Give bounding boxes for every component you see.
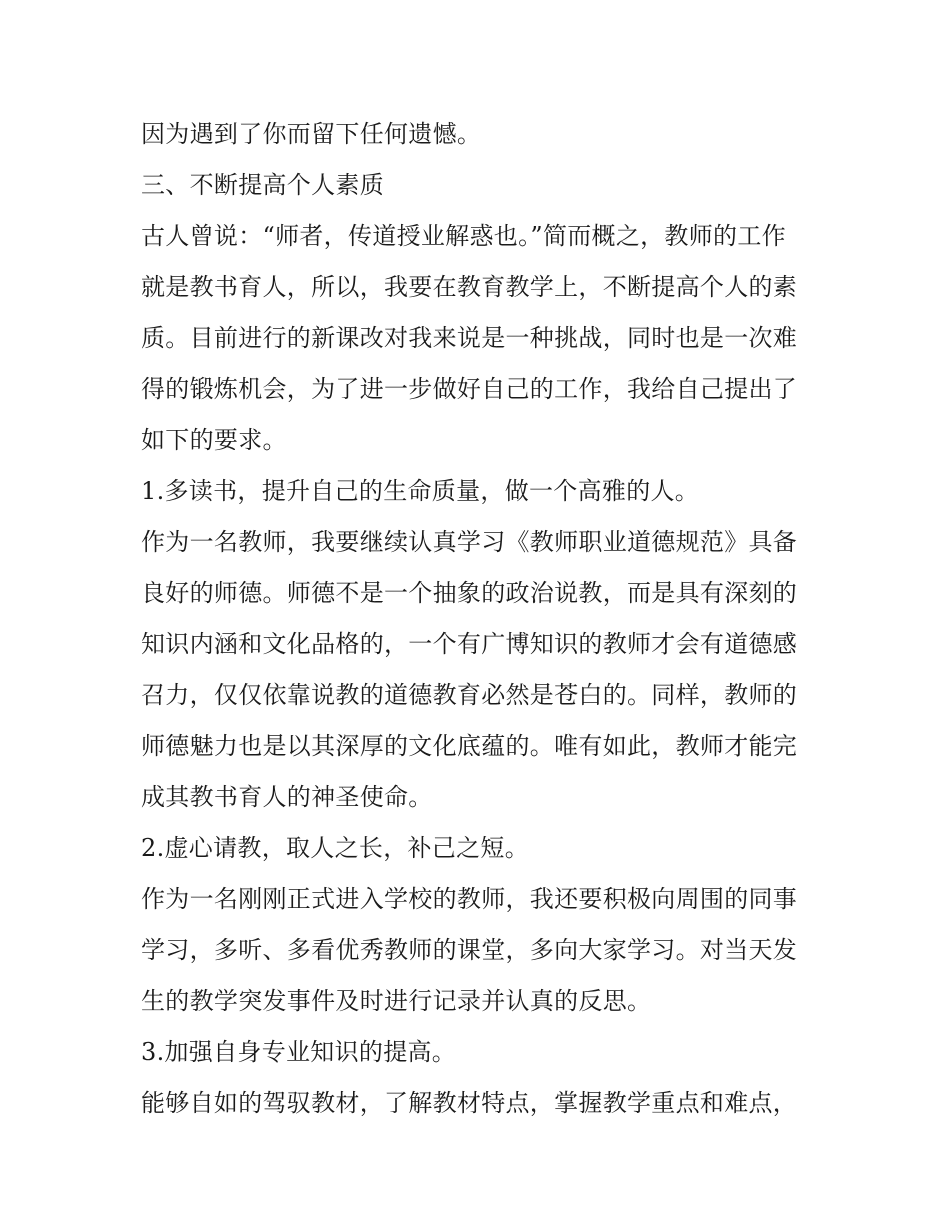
text-line: 就是教书育人，所以，我要在教育教学上，不断提高个人的素 bbox=[141, 273, 798, 301]
text-line: 生的教学突发事件及时进行记录并认真的反思。 bbox=[141, 987, 652, 1015]
section-heading: 三、不断提高个人素质 bbox=[141, 171, 384, 199]
text-line: 成其教书育人的神圣使命。 bbox=[141, 783, 433, 811]
text-line: 古人曾说：“师者，传道授业解惑也。”简而概之，教师的工作 bbox=[141, 222, 786, 250]
text-line: 如下的要求。 bbox=[141, 426, 287, 454]
list-item-heading: 3.加强自身专业知识的提高。 bbox=[141, 1038, 457, 1066]
text-line: 质。目前进行的新课改对我来说是一种挑战，同时也是一次难 bbox=[141, 324, 798, 352]
text-line: 作为一名刚刚正式进入学校的教师，我还要积极向周围的同事 bbox=[141, 885, 798, 913]
text-line: 知识内涵和文化品格的，一个有广博知识的教师才会有道德感 bbox=[141, 630, 798, 658]
text-line: 作为一名教师，我要继续认真学习《教师职业道德规范》具备 bbox=[141, 528, 798, 556]
list-item-heading: 1.多读书，提升自己的生命质量，做一个高雅的人。 bbox=[141, 477, 700, 505]
text-line: 师德魅力也是以其深厚的文化底蕴的。唯有如此，教师才能完 bbox=[141, 732, 798, 760]
text-line: 良好的师德。师德不是一个抽象的政治说教，而是具有深刻的 bbox=[141, 579, 798, 607]
text-line: 召力，仅仅依靠说教的道德教育必然是苍白的。同样，教师的 bbox=[141, 681, 798, 709]
list-item-heading: 2.虚心请教，取人之长，补己之短。 bbox=[141, 834, 529, 862]
document-body bbox=[141, 109, 813, 1129]
text-line: 得的锻炼机会，为了进一步做好自己的工作，我给自己提出了 bbox=[141, 375, 798, 403]
text-line: 学习，多听、多看优秀教师的课堂，多向大家学习。对当天发 bbox=[141, 936, 798, 964]
text-line: 能够自如的驾驭教材，了解教材特点，掌握教学重点和难点， bbox=[141, 1089, 798, 1117]
text-line: 因为遇到了你而留下任何遗憾。 bbox=[141, 120, 482, 148]
